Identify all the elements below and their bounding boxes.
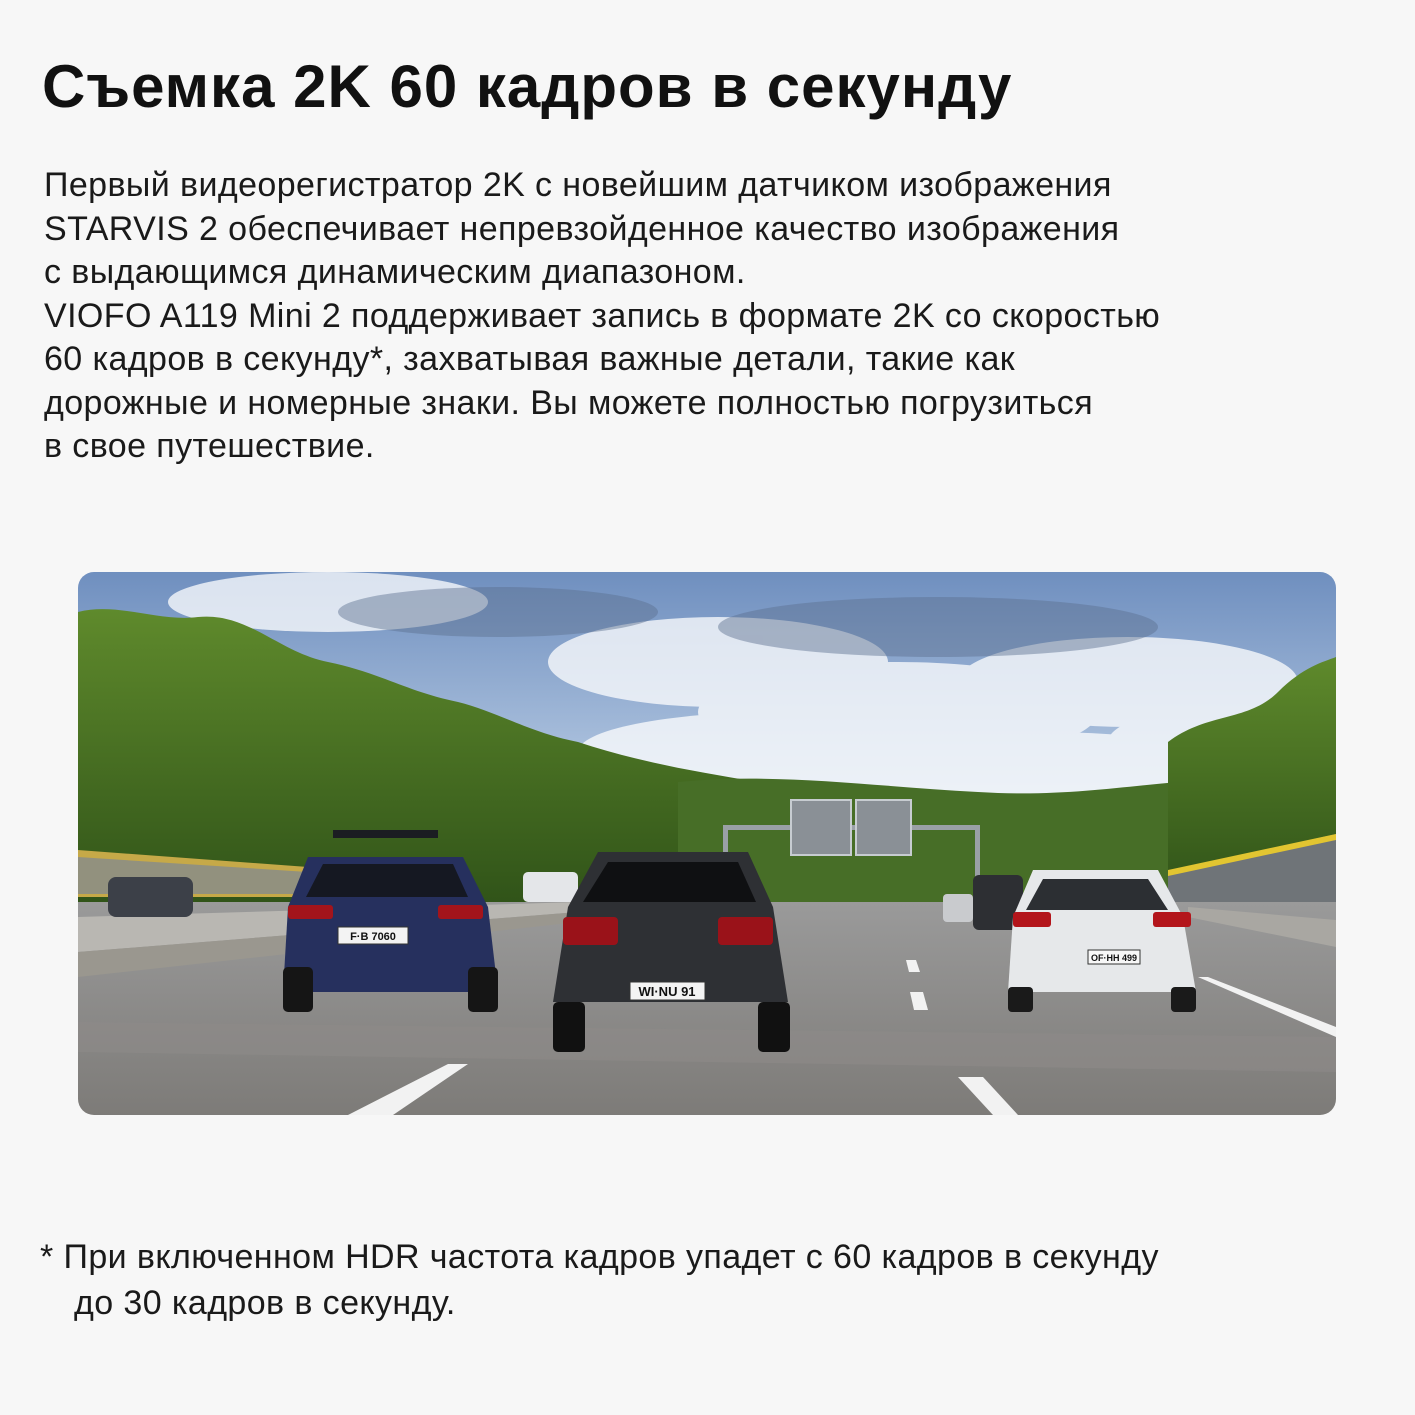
- plate-center: WI·NU 91: [638, 984, 696, 999]
- plate-right: OF·HH 499: [1090, 953, 1138, 963]
- footnote: [40, 1234, 1159, 1326]
- description-line: STARVIS 2 обеспечивает непревзойденное качество изображения: [44, 209, 1120, 248]
- description-line: дорожные и номерные знаки. Вы можете полностью погрузиться: [44, 383, 1094, 422]
- description-line: в свое путешествие.: [44, 427, 375, 465]
- footnote-line: * При включенном HDR частота кадров упадет с 60 кадров в секунду: [40, 1238, 1159, 1276]
- description: [44, 164, 1394, 469]
- description-line: 60 кадров в секунду*, захватывая важные детали, такие как: [44, 340, 1016, 378]
- dashcam-road-photo: [78, 572, 1336, 1115]
- description-line: с выдающимся динамическим диапазоном.: [44, 253, 746, 291]
- description-line: VIOFO A119 Mini 2 поддерживает запись в формате 2K со скоростью: [44, 296, 1161, 335]
- page-title: Съемка 2K 60 кадров в секунду: [42, 53, 1013, 120]
- right-car: [1008, 870, 1196, 1012]
- description-line: Первый видеорегистратор 2K с новейшим датчиком изображения: [44, 166, 1112, 204]
- plate-left: F·B 7060: [350, 931, 396, 943]
- footnote-line: до 30 кадров в секунду.: [74, 1284, 456, 1322]
